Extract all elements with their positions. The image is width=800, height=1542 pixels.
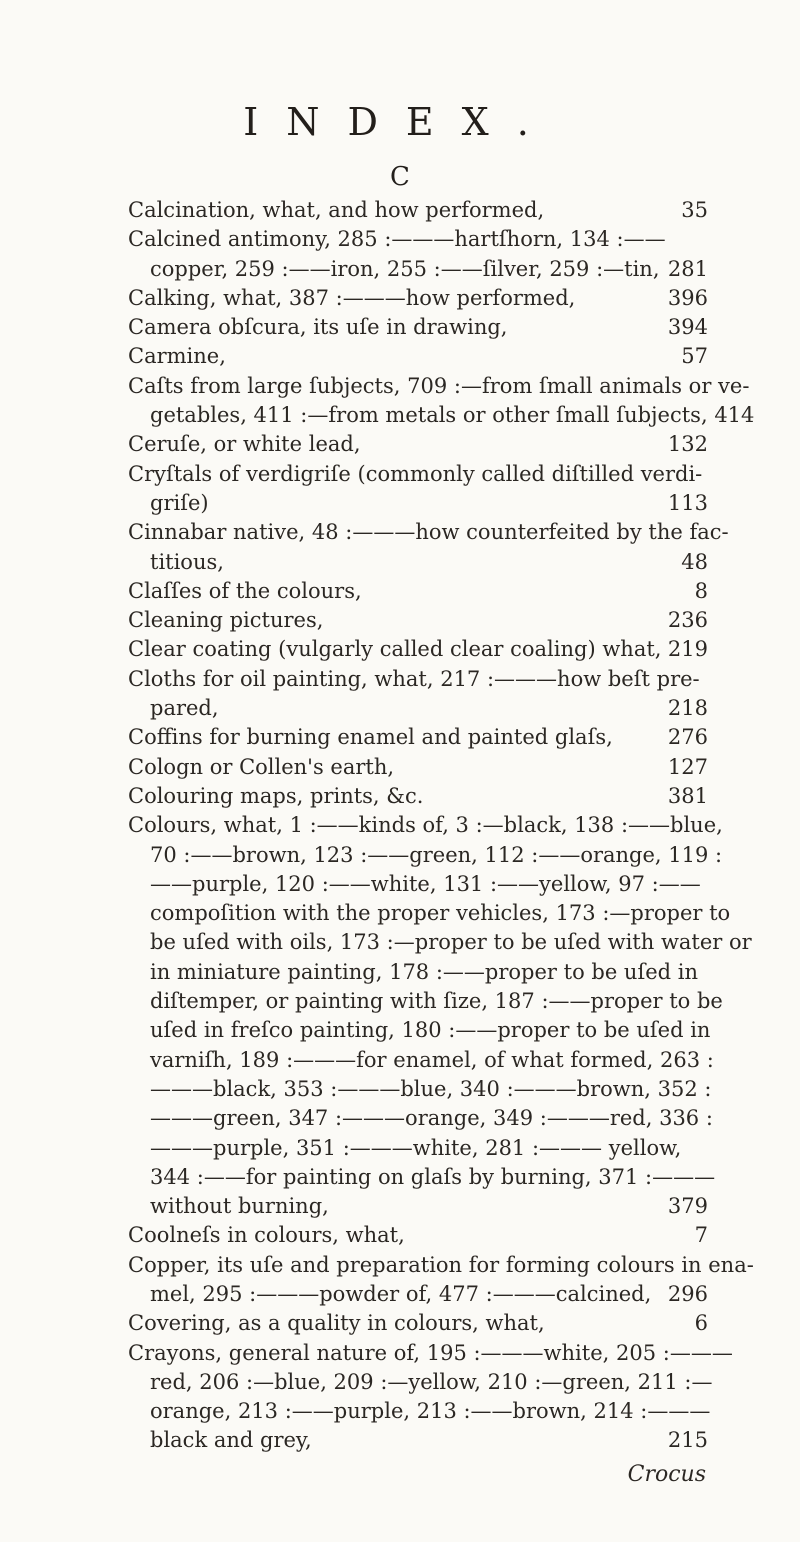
entry-line: [128, 1134, 708, 1163]
entry-text: Clear coating (vulgarly called clear coaling) what,: [128, 637, 662, 662]
index-entry: [128, 577, 708, 606]
entry-text: compoſition with the proper vehicles, 173 :—proper to: [150, 901, 731, 926]
entry-line: [128, 1339, 733, 1368]
page-reference: 276: [667, 725, 708, 750]
entry-text: orange, 213 :——purple, 213 :——brown, 214 :———: [150, 1399, 711, 1424]
index-entry: [128, 1221, 708, 1250]
entry-line: [128, 225, 708, 254]
entry-text: Covering, as a quality in colours, what,: [128, 1311, 545, 1336]
page-reference: 396: [667, 285, 708, 310]
index-entry: [128, 460, 708, 519]
page-reference: 57: [681, 344, 708, 369]
index-entries: [128, 196, 755, 1456]
page-reference: 48: [681, 549, 708, 574]
entry-line: [128, 723, 708, 752]
entry-text: Carmine,: [128, 344, 226, 369]
entry-text: titious,: [150, 549, 224, 574]
entry-line: [128, 430, 708, 459]
entry-line: [128, 1368, 713, 1397]
index-entry: [128, 1339, 733, 1456]
entry-line: [128, 1192, 708, 1221]
page-reference: 113: [667, 490, 708, 515]
page-reference: 127: [667, 754, 708, 779]
index-entry: [128, 372, 755, 431]
entry-text: diſtemper, or painting with ſize, 187 :——proper to be: [150, 989, 723, 1014]
entry-line: [128, 1251, 754, 1280]
entry-line: [128, 1016, 711, 1045]
entry-line: [128, 811, 723, 840]
entry-line: [128, 1163, 716, 1192]
page-title: INDEX.: [243, 100, 557, 144]
entry-line: [128, 577, 708, 606]
entry-line: [128, 548, 708, 577]
index-entry: [128, 606, 708, 635]
entry-text: in miniature painting, 178 :——proper to be uſed in: [150, 959, 699, 984]
index-entry: [128, 782, 708, 811]
index-entry: [128, 284, 708, 313]
index-entry: [128, 635, 708, 664]
entry-text: Claſſes of the colours,: [128, 578, 362, 603]
entry-line: [128, 1426, 708, 1455]
index-entry: [128, 811, 752, 1221]
entry-line: [128, 753, 708, 782]
entry-text: Colouring maps, prints, &c.: [128, 783, 424, 808]
index-entry: [128, 342, 708, 371]
index-entry: [128, 430, 708, 459]
entry-line: [128, 460, 708, 489]
entry-line: [128, 401, 755, 430]
entry-text: getables, 411 :—from metals or other ſmall ſubjects, 414: [150, 403, 755, 428]
entry-text: copper, 259 :——iron, 255 :——ſilver, 259 :—tin,: [150, 256, 660, 281]
entry-line: [128, 899, 731, 928]
page-reference: 218: [667, 696, 708, 721]
entry-line: [128, 372, 750, 401]
entry-line: [128, 1104, 713, 1133]
index-entry: [128, 1309, 708, 1338]
entry-line: [128, 870, 708, 899]
entry-line: [128, 196, 708, 225]
entry-text: Caſts from large ſubjects, 709 :—from ſmall animals or ve-: [128, 373, 750, 398]
index-entry: [128, 753, 708, 782]
entry-line: [128, 255, 708, 284]
entry-text: be uſed with oils, 173 :—proper to be uſed with water or: [150, 930, 752, 955]
entry-line: [128, 489, 708, 518]
index-entry: [128, 1251, 754, 1310]
entry-line: [128, 782, 708, 811]
entry-text: 344 :——for painting on glaſs by burning, 371 :———: [150, 1164, 716, 1189]
entry-line: [128, 313, 708, 342]
entry-text: pared,: [150, 696, 219, 721]
page-reference: 132: [667, 432, 708, 457]
entry-text: Cleaning pictures,: [128, 608, 324, 633]
entry-text: ———green, 347 :———orange, 349 :———red, 336 :: [150, 1106, 713, 1131]
entry-text: Crayons, general nature of, 195 :———white, 205 :———: [128, 1340, 733, 1365]
entry-text: ———purple, 351 :———white, 281 :——— yellow,: [150, 1135, 682, 1160]
entry-text: varniſh, 189 :———for enamel, of what formed, 263 :: [150, 1047, 714, 1072]
entry-text: Cologn or Collen's earth,: [128, 754, 395, 779]
entry-line: [128, 1221, 708, 1250]
entry-text: Colours, what, 1 :——kinds of, 3 :—black, 138 :——blue,: [128, 813, 723, 838]
page-reference: 394: [667, 315, 708, 340]
index-entry: [128, 518, 729, 577]
entry-text: Camera obſcura, its uſe in drawing,: [128, 315, 508, 340]
entry-line: [128, 284, 708, 313]
entry-text: mel, 295 :———powder of, 477 :———calcined,: [150, 1281, 652, 1306]
entry-text: Coffins for burning enamel and painted glaſs,: [128, 725, 613, 750]
entry-text: ———black, 353 :———blue, 340 :———brown, 352 :: [150, 1076, 712, 1101]
page-reference: 219: [667, 637, 708, 662]
entry-text: without burning,: [150, 1194, 329, 1219]
entry-text: Cryſtals of verdigriſe (commonly called diſtilled verdi-: [128, 461, 703, 486]
entry-line: [128, 1075, 712, 1104]
entry-line: [128, 665, 708, 694]
entry-text: Cloths for oil painting, what, 217 :———how beſt pre-: [128, 666, 700, 691]
entry-text: ——purple, 120 :——white, 131 :——yellow, 97 :——: [150, 871, 701, 896]
entry-line: [128, 1280, 708, 1309]
entry-line: [128, 1309, 708, 1338]
entry-line: [128, 958, 708, 987]
page-reference: 281: [667, 256, 708, 281]
entry-line: [128, 1046, 714, 1075]
entry-text: Cinnabar native, 48 :———how counterfeited by the fac-: [128, 520, 729, 545]
entry-line: [128, 694, 708, 723]
catchword: Crocus: [627, 1462, 706, 1487]
entry-text: Coolneſs in colours, what,: [128, 1223, 405, 1248]
section-letter: C: [390, 162, 410, 192]
entry-text: Copper, its uſe and preparation for forming colours in ena-: [128, 1252, 754, 1277]
entry-text: uſed in freſco painting, 180 :——proper to be uſed in: [150, 1018, 711, 1043]
index-entry: [128, 313, 708, 342]
page-reference: 379: [667, 1194, 708, 1219]
page-reference: 381: [667, 783, 708, 808]
entry-line: [128, 928, 752, 957]
index-entry: [128, 225, 708, 284]
entry-line: [128, 1397, 711, 1426]
entry-line: [128, 987, 723, 1016]
entry-text: 70 :——brown, 123 :——green, 112 :——orange, 119 :: [150, 842, 723, 867]
entry-line: [128, 635, 708, 664]
entry-text: Calcined antimony, 285 :———hartſhorn, 134 :——: [128, 227, 666, 252]
entry-line: [128, 606, 708, 635]
page-reference: 6: [694, 1311, 708, 1336]
entry-text: Calking, what, 387 :———how performed,: [128, 285, 576, 310]
entry-text: black and grey,: [150, 1428, 312, 1453]
entry-text: red, 206 :—blue, 209 :—yellow, 210 :—green, 211 :—: [150, 1369, 713, 1394]
entry-line: [128, 518, 729, 547]
page-reference: 7: [694, 1223, 708, 1248]
page-reference: 35: [681, 198, 708, 222]
entry-text: Calcination, what, and how performed,: [128, 198, 545, 222]
page-reference: 236: [667, 608, 708, 633]
index-entry: [128, 196, 708, 225]
index-entry: [128, 665, 708, 724]
entry-text: griſe): [150, 490, 209, 515]
entry-line: [128, 841, 723, 870]
entry-line: [128, 342, 708, 371]
page-reference: 296: [667, 1281, 708, 1306]
index-entry: [128, 723, 708, 752]
entry-text: Ceruſe, or white lead,: [128, 432, 361, 457]
page-reference: 8: [694, 578, 708, 603]
page-reference: 215: [667, 1428, 708, 1453]
